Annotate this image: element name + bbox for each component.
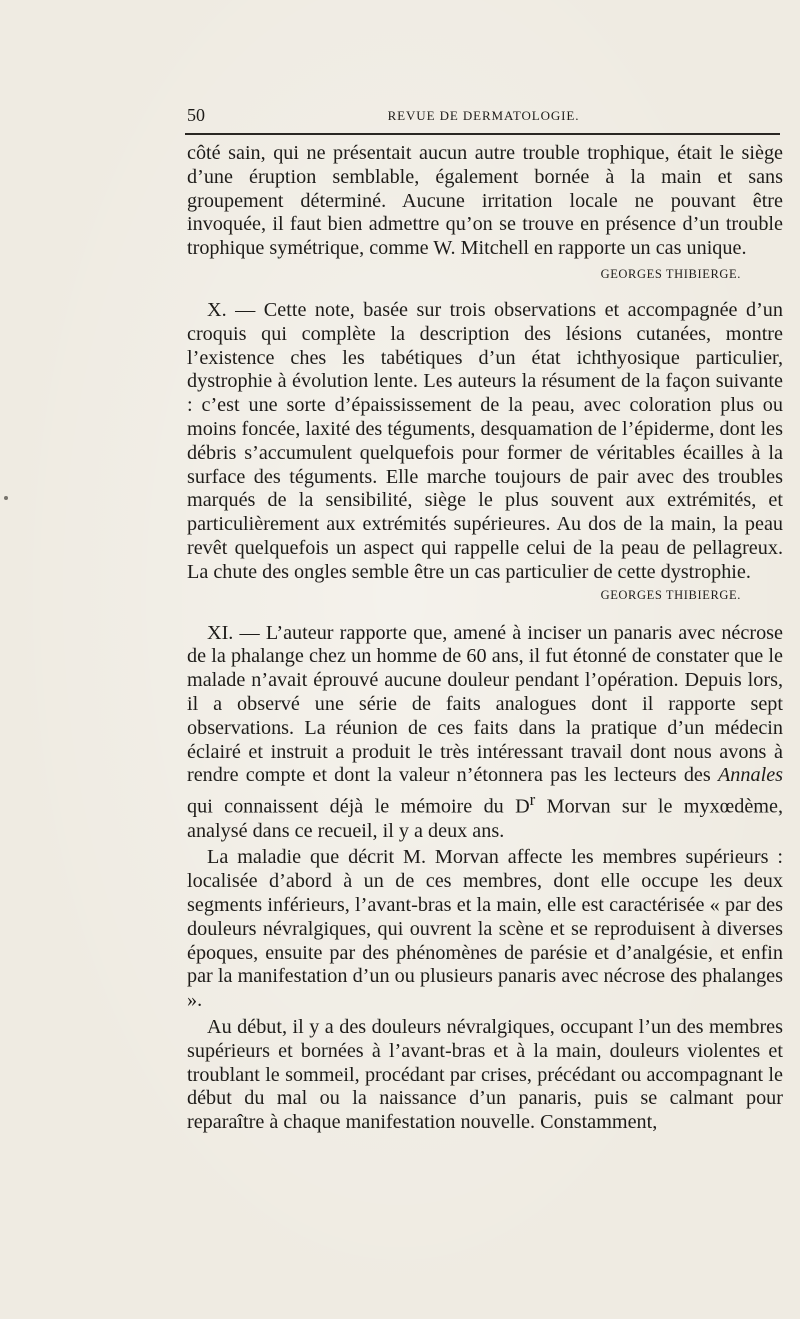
header-rule	[185, 133, 780, 135]
section-xi-text-end: Morvan sur le myxœdème, analysé dans ce recueil, il y a deux ans.	[187, 795, 784, 842]
doctor-abbreviation-superscript: r	[529, 790, 536, 810]
signature-thibierge-1: GEORGES THIBIERGE.	[600, 266, 741, 281]
running-header	[187, 104, 780, 126]
body-text	[187, 142, 783, 1135]
section-xi-text-start: XI. — L’auteur rapporte que, amené à inciser un panaris avec nécrose de la phalange chez un homme de 60 ans, il fut étonné de constater que le malade n’avait éprouvé aucune douleur pendant l’opération. Depuis lors, il a observé une série de faits analogues dont il rapporte sept observations. La réunion de ces faits dans la pratique d’un médecin éclairé et instruit a produit le très intéressant travail dont nous avons à rendre compte et dont la valeur n’étonnera pas les lecteurs des	[187, 621, 783, 787]
journal-name-annales: Annales	[717, 764, 784, 787]
paragraph-section-xi	[187, 622, 783, 844]
paragraph-continuation: côté sain, qui ne présentait aucun autre trouble trophique, était le siège d’une éruption semblable, également bornée à la main et sans groupement déterminé. Aucune irritation locale ne pouvant être invoquée, il faut bien admettre qu’on se trouve en présence d’un trouble trophique symétrique, comme W. Mitchell en rapporte un cas unique.	[187, 142, 783, 260]
margin-mark	[4, 496, 8, 500]
paragraph-morvan-disease: La maladie que décrit M. Morvan affecte les membres supérieurs : localisée d’abord à un de ces membres, dont elle occupe les deux segments inférieurs, l’avant-bras et la main, elle est caractérisée « par des douleurs névralgiques, qui ouvrent la scène et se reproduisent à diverses époques, ensuite par des phénomènes de parésie et d’analgésie, et enfin par la manifestation d’un ou plusieurs panaris avec nécrose des phalanges ».	[187, 846, 783, 1012]
page-number: 50	[187, 105, 205, 125]
paragraph-onset: Au début, il y a des douleurs névralgiques, occupant l’un des membres supérieurs et bornées à l’avant-bras et à la main, douleurs violentes et troublant le sommeil, procédant par crises, précédant ou accompagnant le début du mal ou la naissance d’un panaris, puis se calmant pour reparaître à chaque manifestation nouvelle. Constamment,	[187, 1016, 783, 1134]
paragraph-section-x: X. — Cette note, basée sur trois observations et accompagnée d’un croquis qui complète la description des lésions cutanées, montre l’existence ches les tabétiques d’un état ichthyosique particulier, dystrophie à évolution lente. Les auteurs la résument de la façon suivante : c’est une sorte d’épaississement de la peau, avec coloration plus ou moins foncée, laxité des téguments, desquamation de l’épiderme, dont les débris s’accumulent quelquefois pour former de véritables écailles à la surface des téguments. Elle marche toujours de pair avec des troubles marqués de la sensibilité, siège le plus souvent aux extrémités, et particulièrement aux extrémités supérieures. Au dos de la main, la peau revêt quelquefois un aspect qui rappelle celui de la peau de pellagreux. La chute des ongles semble être un cas particulier de cette dystrophie.	[187, 298, 783, 583]
section-xi-text-mid: qui connaissent déjà le mémoire du D	[187, 795, 530, 818]
signature-thibierge-2: GEORGES THIBIERGE.	[600, 587, 741, 602]
journal-title: REVUE DE DERMATOLOGIE.	[387, 108, 580, 123]
